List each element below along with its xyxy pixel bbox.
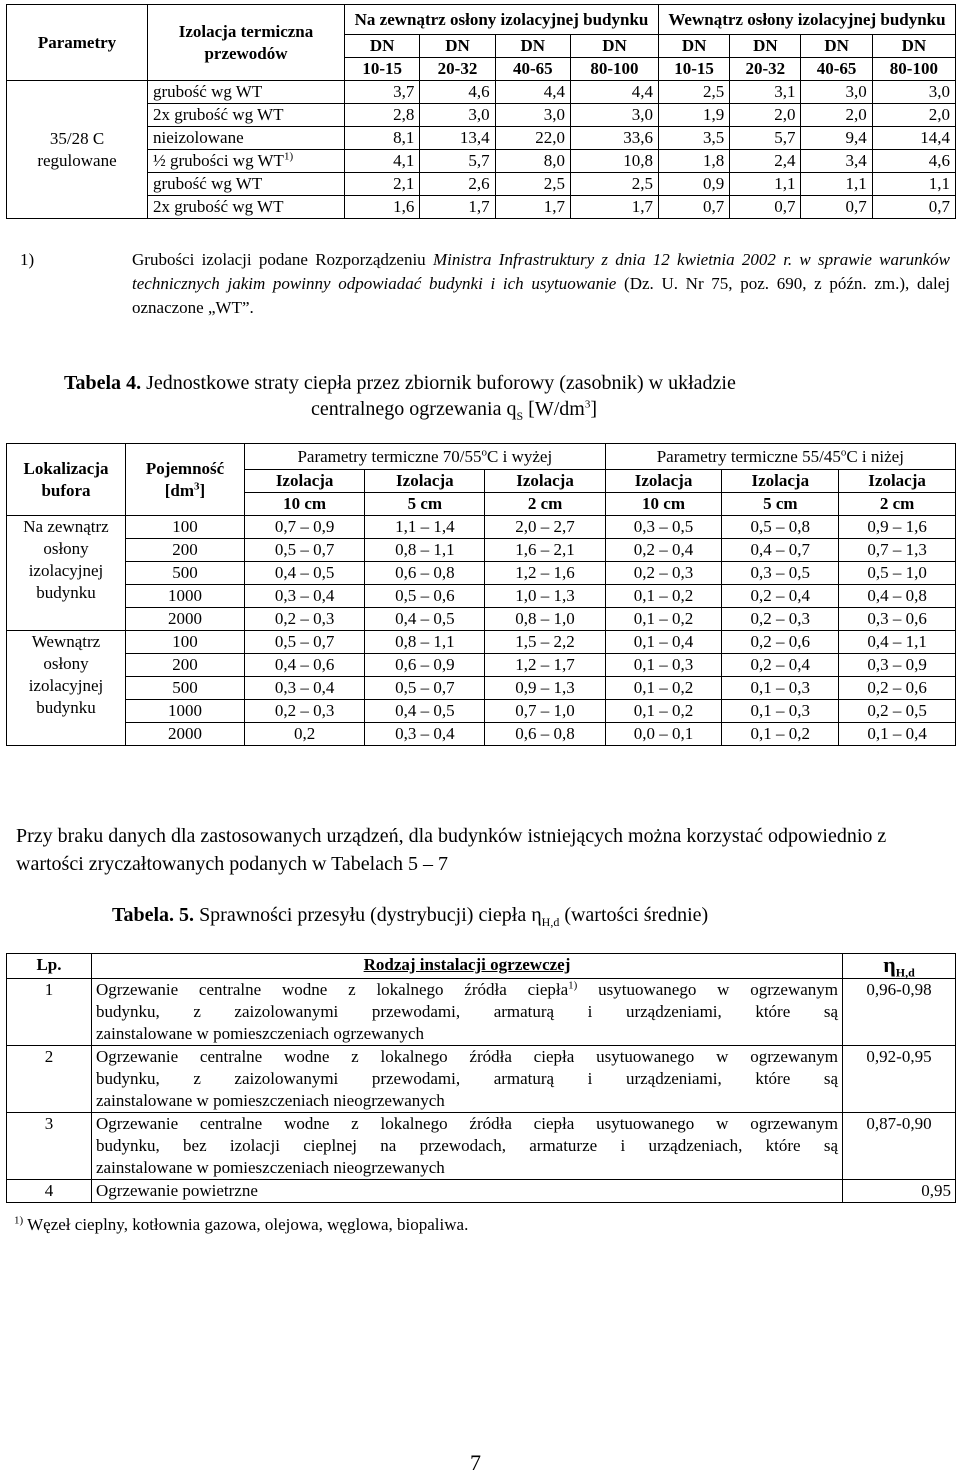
cell: 0,7 [801,196,872,219]
footnote-ref: 1) [283,150,294,163]
header-installation-type: Rodzaj instalacji ogrzewczej [92,954,843,979]
lp-cell: 2 [7,1046,92,1113]
cell: 0,4 – 0,8 [839,585,956,608]
cell: 5,7 [730,127,801,150]
cell: 0,3 – 0,4 [245,677,365,700]
dn-header: DN [420,35,495,58]
cell: 0,4 – 0,7 [722,539,839,562]
cell: 4,4 [495,81,570,104]
cell: 0,5 – 0,7 [365,677,485,700]
cell: 0,3 – 0,6 [839,608,956,631]
header-location: Lokalizacja bufora [7,444,126,516]
installation-desc: Ogrzewanie centralne wodne z lokalnego źródła ciepła usytuowanego w ogrzewanym budynku, bez izolacji cieplnej na przewodach, armaturze i urządzeniach, które są zainstalowane w pomieszczeniach nieogrzewanych [92,1113,843,1180]
dn-header: DN [730,35,801,58]
cell: 0,4 – 0,5 [245,562,365,585]
cell: 0,4 – 0,5 [365,700,485,723]
installation-desc: Ogrzewanie powietrzne [92,1180,843,1203]
location-inside: Wewnątrz osłony izolacyjnej budynku [7,631,126,746]
cell: 0,1 – 0,2 [722,723,839,746]
cell: 0,0 – 0,1 [605,723,722,746]
cell: 0,1 – 0,3 [722,677,839,700]
cell: 3,0 [801,81,872,104]
dn-header: DN [658,35,729,58]
cell: 2,4 [730,150,801,173]
header-group-2: Parametry termiczne 55/45$^o$C i niżej [605,444,955,470]
cell: 22,0 [495,127,570,150]
cell: 0,2 – 0,4 [722,585,839,608]
footnote-number: 1) [20,250,35,269]
cell: 0,9 – 1,6 [839,516,956,539]
cell: 3,1 [730,81,801,104]
insulation-thickness: 2 cm [839,493,956,516]
cell: 0,3 – 0,4 [365,723,485,746]
cell: 0,8 – 1,1 [365,539,485,562]
header-capacity: Pojemność $[dm^3]$ [126,444,245,516]
cell: 0,8 – 1,0 [485,608,605,631]
cell: 0,2 – 0,5 [839,700,956,723]
cell: 2,0 [801,104,872,127]
dn-header: DN [801,35,872,58]
cell: 0,5 – 1,0 [839,562,956,585]
insulation-header: Izolacja [605,470,722,493]
dn-range: 40-65 [801,58,872,81]
cell: 33,6 [570,127,658,150]
cell: 0,3 – 0,5 [605,516,722,539]
dn-range: 80-100 [872,58,955,81]
insulation-header: Izolacja [485,470,605,493]
cell: 0,2 – 0,3 [245,608,365,631]
insulation-table [6,4,956,219]
cell: 1,1 [801,173,872,196]
dn-range: 20-32 [730,58,801,81]
table4-caption: Tabela 4. Jednostkowe straty ciepła przez zbiornik buforowy (zasobnik) w układzie centralnego ogrzewania $q_S$ $[W/dm^3]$ [64,372,736,423]
cell: 1,0 – 1,3 [485,585,605,608]
cell: 0,2 [245,723,365,746]
capacity-cell: 100 [126,631,245,654]
capacity-cell: 500 [126,562,245,585]
cell: 9,4 [801,127,872,150]
cell: 0,3 – 0,9 [839,654,956,677]
capacity-cell: 1000 [126,700,245,723]
cell: 0,1 – 0,4 [839,723,956,746]
cell: 3,0 [570,104,658,127]
insulation-thickness: 10 cm [245,493,365,516]
footnote-1 [20,248,950,320]
efficiency-table [6,953,956,1203]
cell: 1,6 – 2,1 [485,539,605,562]
cell: 0,2 – 0,3 [245,700,365,723]
header-insulation: Izolacja termiczna przewodów [148,5,345,81]
cell: 0,3 – 0,4 [245,585,365,608]
insulation-thickness: 5 cm [722,493,839,516]
cell: 0,1 – 0,2 [605,700,722,723]
cell: 0,6 – 0,8 [485,723,605,746]
cell: 0,1 – 0,2 [605,585,722,608]
lp-cell: 3 [7,1113,92,1180]
cell: 0,1 – 0,2 [605,608,722,631]
cell: 2,5 [658,81,729,104]
cell: 0,5 – 0,8 [722,516,839,539]
cell: 3,0 [420,104,495,127]
cell: 0,7 [872,196,955,219]
cell: 0,1 – 0,2 [605,677,722,700]
cell: 0,2 – 0,6 [839,677,956,700]
cell: 0,4 – 0,5 [365,608,485,631]
cell: 0,1 – 0,3 [605,654,722,677]
row-label: grubość wg WT [148,173,345,196]
capacity-cell: 2000 [126,608,245,631]
param-sub: regulowane [37,150,117,170]
cell: 0,2 – 0,4 [722,654,839,677]
cell: 3,7 [345,81,420,104]
cell: 3,4 [801,150,872,173]
cell: 0,1 – 0,4 [605,631,722,654]
dn-header: DN [570,35,658,58]
eta-cell: 0,92-0,95 [843,1046,956,1113]
cell: 1,7 [570,196,658,219]
body-paragraph: Przy braku danych dla zastosowanych urządzeń, dla budynków istniejących można korzystać odpowiednio z wartości zryczałtowanych podanych w Tabelach 5 – 7 [16,825,887,875]
installation-desc: Ogrzewanie centralne wodne z lokalnego źródła ciepła$^{1)}$ usytuowanego w ogrzewanym budynku, z zaizolowanymi przewodami, armaturą i urządzeniami, które są zainstalowane w pomieszczeniach ogrzewanych [92,979,843,1046]
dn-range: 10-15 [658,58,729,81]
cell: 0,7 [730,196,801,219]
cell: 1,7 [420,196,495,219]
cell: 0,2 – 0,3 [605,562,722,585]
cell: 1,5 – 2,2 [485,631,605,654]
cell: 0,7 [658,196,729,219]
footnote-table5: $^{1)}$ Węzeł cieplny, kotłownia gazowa, olejowa, węglowa, biopaliwa. [14,1214,469,1234]
cell: 2,6 [420,173,495,196]
footnote-text: Grubości izolacji podane Rozporządzeniu Ministra Infrastruktury z dnia 12 kwietnia 2002 r. w sprawie warunków technicznych jakim powinny odpowiadać budynki i ich usytuowanie (Dz. U. Nr 75, poz. 690, z późn. zm.), dalej oznaczone „WT”. [132,250,950,317]
cell: 0,7 – 0,9 [245,516,365,539]
row-label: ½ grubości wg WT$^{1)}$ [148,150,345,173]
row-label: 2x grubość wg WT [148,196,345,219]
cell: 0,6 – 0,8 [365,562,485,585]
param-value: 35/28 C [49,128,105,148]
buffer-loss-table [6,443,956,746]
cell: 0,7 – 1,3 [839,539,956,562]
cell: 2,0 [872,104,955,127]
dn-range: 80-100 [570,58,658,81]
dn-header: DN [872,35,955,58]
cell: 1,9 [658,104,729,127]
cell: 1,7 [495,196,570,219]
page-number: 7 [470,1450,481,1475]
dn-range: 20-32 [420,58,495,81]
cell: 1,8 [658,150,729,173]
row-label: grubość wg WT [148,81,345,104]
insulation-thickness: 5 cm [365,493,485,516]
header-inside: Wewnątrz osłony izolacyjnej budynku [658,5,955,35]
cell: 0,4 – 0,6 [245,654,365,677]
cell: 1,1 [872,173,955,196]
location-outside: Na zewnątrz osłony izolacyjnej budynku [7,516,126,631]
cell: 0,8 – 1,1 [365,631,485,654]
cell: 2,0 [730,104,801,127]
eta-cell: 0,95 [843,1180,956,1203]
cell: 3,0 [495,104,570,127]
insulation-header: Izolacja [839,470,956,493]
lp-cell: 1 [7,979,92,1046]
table-label: Tabela. 5. [112,904,195,926]
dn-range: 10-15 [345,58,420,81]
capacity-cell: 200 [126,539,245,562]
cell: 10,8 [570,150,658,173]
cell: 2,5 [570,173,658,196]
cell: 0,2 – 0,3 [722,608,839,631]
cell: 4,1 [345,150,420,173]
insulation-header: Izolacja [245,470,365,493]
cell: 0,9 [658,173,729,196]
eta-cell: 0,87-0,90 [843,1113,956,1180]
cell: 8,0 [495,150,570,173]
cell: 3,0 [872,81,955,104]
dn-range: 40-65 [495,58,570,81]
cell: 1,2 – 1,6 [485,562,605,585]
capacity-cell: 500 [126,677,245,700]
cell: 4,6 [420,81,495,104]
cell: 5,7 [420,150,495,173]
insulation-header: Izolacja [722,470,839,493]
cell: 1,2 – 1,7 [485,654,605,677]
cell: 1,6 [345,196,420,219]
cell: 2,1 [345,173,420,196]
installation-desc: Ogrzewanie centralne wodne z lokalnego źródła ciepła usytuowanego w ogrzewanym budynku, z zaizolowanymi przewodami, armaturą i urządzeniami, które są zainstalowane w pomieszczeniach nieogrzewanych [92,1046,843,1113]
header-outside: Na zewnątrz osłony izolacyjnej budynku [345,5,659,35]
insulation-thickness: 10 cm [605,493,722,516]
capacity-cell: 200 [126,654,245,677]
cell: 8,1 [345,127,420,150]
header-lp: Lp. [7,954,92,979]
param-cell [7,81,148,219]
cell: 2,8 [345,104,420,127]
insulation-thickness: 2 cm [485,493,605,516]
row-label: 2x grubość wg WT [148,104,345,127]
cell: 0,5 – 0,6 [365,585,485,608]
cell: 2,5 [495,173,570,196]
header-group-1: Parametry termiczne 70/55$^o$C i wyżej [245,444,606,470]
cell: 0,5 – 0,7 [245,631,365,654]
header-eta: $\eta_{H,d}$ [843,954,956,979]
cell: 14,4 [872,127,955,150]
cell: 0,2 – 0,4 [605,539,722,562]
cell: 13,4 [420,127,495,150]
table5-caption: Tabela. 5. Sprawności przesyłu (dystrybucji) ciepła $\eta_{H,d}$ (wartości średnie) [112,904,709,929]
cell: 0,5 – 0,7 [245,539,365,562]
capacity-cell: 2000 [126,723,245,746]
cell: 3,5 [658,127,729,150]
cell: 2,0 – 2,7 [485,516,605,539]
cell: 0,7 – 1,0 [485,700,605,723]
insulation-header: Izolacja [365,470,485,493]
eta-cell: 0,96-0,98 [843,979,956,1046]
cell: 0,6 – 0,9 [365,654,485,677]
cell: 0,1 – 0,3 [722,700,839,723]
lp-cell: 4 [7,1180,92,1203]
cell: 0,9 – 1,3 [485,677,605,700]
cell: 1,1 [730,173,801,196]
cell: 4,6 [872,150,955,173]
row-label: nieizolowane [148,127,345,150]
cell: 1,1 – 1,4 [365,516,485,539]
table-label: Tabela [64,372,122,394]
cell: 0,4 – 1,1 [839,631,956,654]
cell: 0,3 – 0,5 [722,562,839,585]
header-parameters: Parametry [7,5,148,81]
dn-header: DN [345,35,420,58]
cell: 4,4 [570,81,658,104]
dn-header: DN [495,35,570,58]
capacity-cell: 100 [126,516,245,539]
capacity-cell: 1000 [126,585,245,608]
cell: 0,2 – 0,6 [722,631,839,654]
